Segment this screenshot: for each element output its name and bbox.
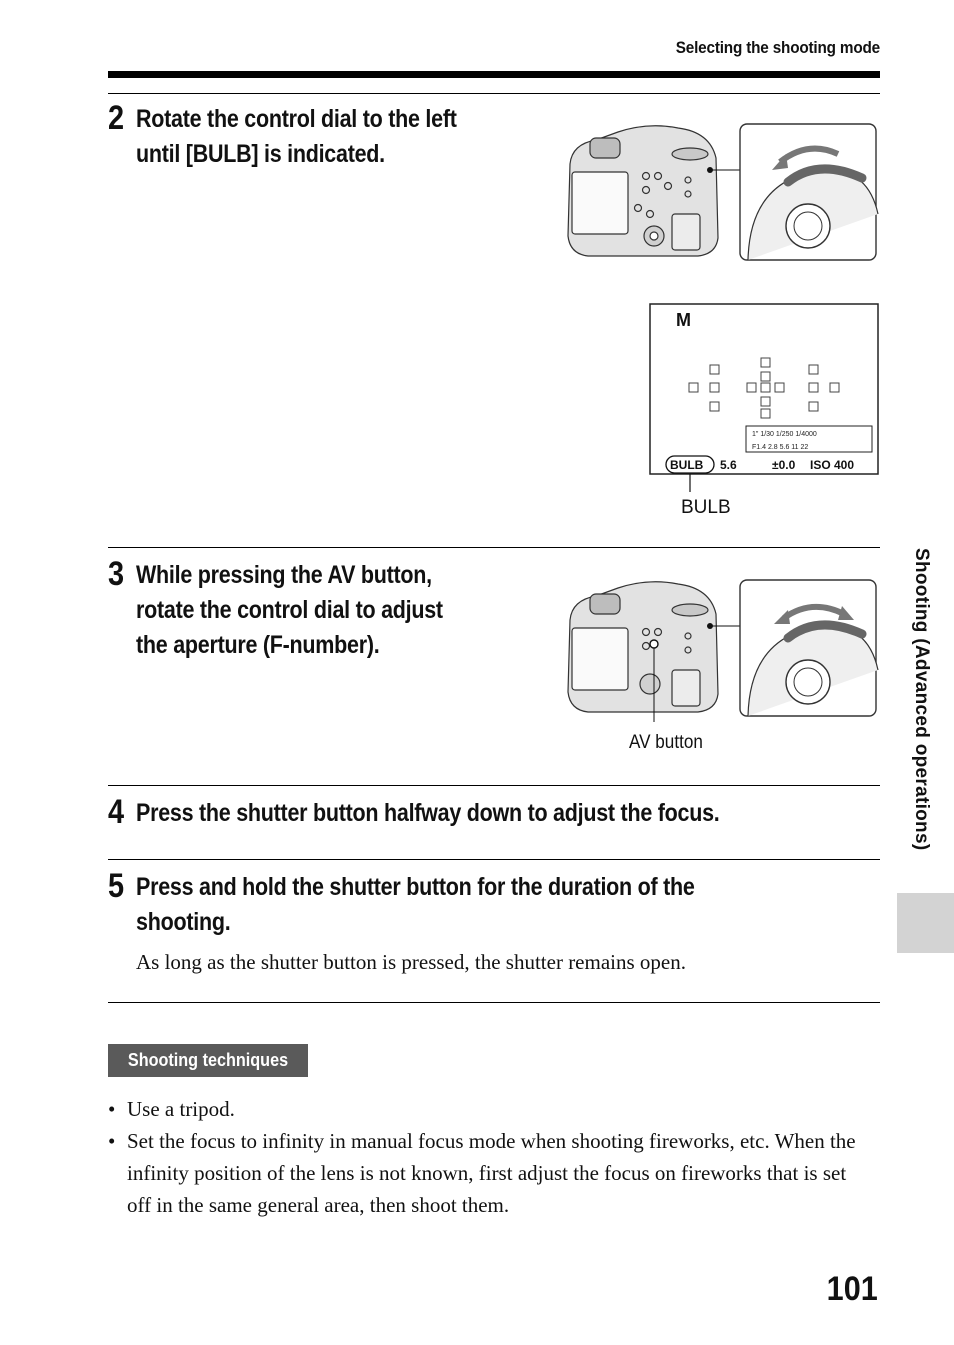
step-5-number: 5 xyxy=(108,867,125,905)
side-tab-marker xyxy=(897,893,954,953)
camera-av-button-illustration xyxy=(562,574,880,722)
techniques-list xyxy=(108,1093,873,1221)
lcd-display-illustration xyxy=(648,302,880,522)
divider xyxy=(108,1002,880,1003)
step-3-number: 3 xyxy=(108,555,125,593)
step-3-text: While pressing the AV button, rotate the control dial to adjust the aperture (F-number). xyxy=(136,561,443,659)
list-item: • Set the focus to infinity in manual focus mode when shooting fireworks, etc. When the infinity position of the lens is not known, first adjust the focus on fireworks that is set off in the same general area, then shoot them. xyxy=(108,1125,873,1221)
shutter-scale: 1" 1/30 1/250 1/4000 xyxy=(752,431,817,438)
lcd-exposure-comp: ±0.0 xyxy=(772,458,796,472)
step-5-text: Press and hold the shutter button for the duration of the shooting. xyxy=(136,873,695,936)
list-item: • Use a tripod. xyxy=(108,1093,873,1125)
lcd-iso: ISO 400 xyxy=(810,458,855,472)
header-rule xyxy=(108,71,880,78)
camera-back-illustration xyxy=(562,118,880,266)
step-5-note: As long as the shutter button is pressed, the shutter remains open. xyxy=(136,950,686,974)
divider xyxy=(108,859,880,860)
divider xyxy=(108,547,880,548)
aperture-scale: F1.4 2.8 5.6 11 22 xyxy=(752,444,809,451)
divider xyxy=(108,785,880,786)
step-2-text: Rotate the control dial to the left until [BULB] is indicated. xyxy=(136,105,457,168)
shooting-techniques-label: Shooting techniques xyxy=(108,1044,308,1077)
step-4-number: 4 xyxy=(108,793,125,831)
svg-text:BULB: BULB xyxy=(670,458,704,472)
divider xyxy=(108,93,880,94)
lcd-aperture: 5.6 xyxy=(720,458,737,472)
page-number: 101 xyxy=(826,1270,878,1308)
step-2-number: 2 xyxy=(108,99,125,137)
av-button-callout: AV button xyxy=(629,732,703,753)
running-head: Selecting the shooting mode xyxy=(675,38,880,57)
lcd-mode: M xyxy=(676,310,691,330)
bulb-callout: BULB xyxy=(681,497,731,518)
step-4-text: Press the shutter button halfway down to adjust the focus. xyxy=(136,799,720,827)
side-tab-label: Shooting (Advanced operations) xyxy=(911,548,932,851)
